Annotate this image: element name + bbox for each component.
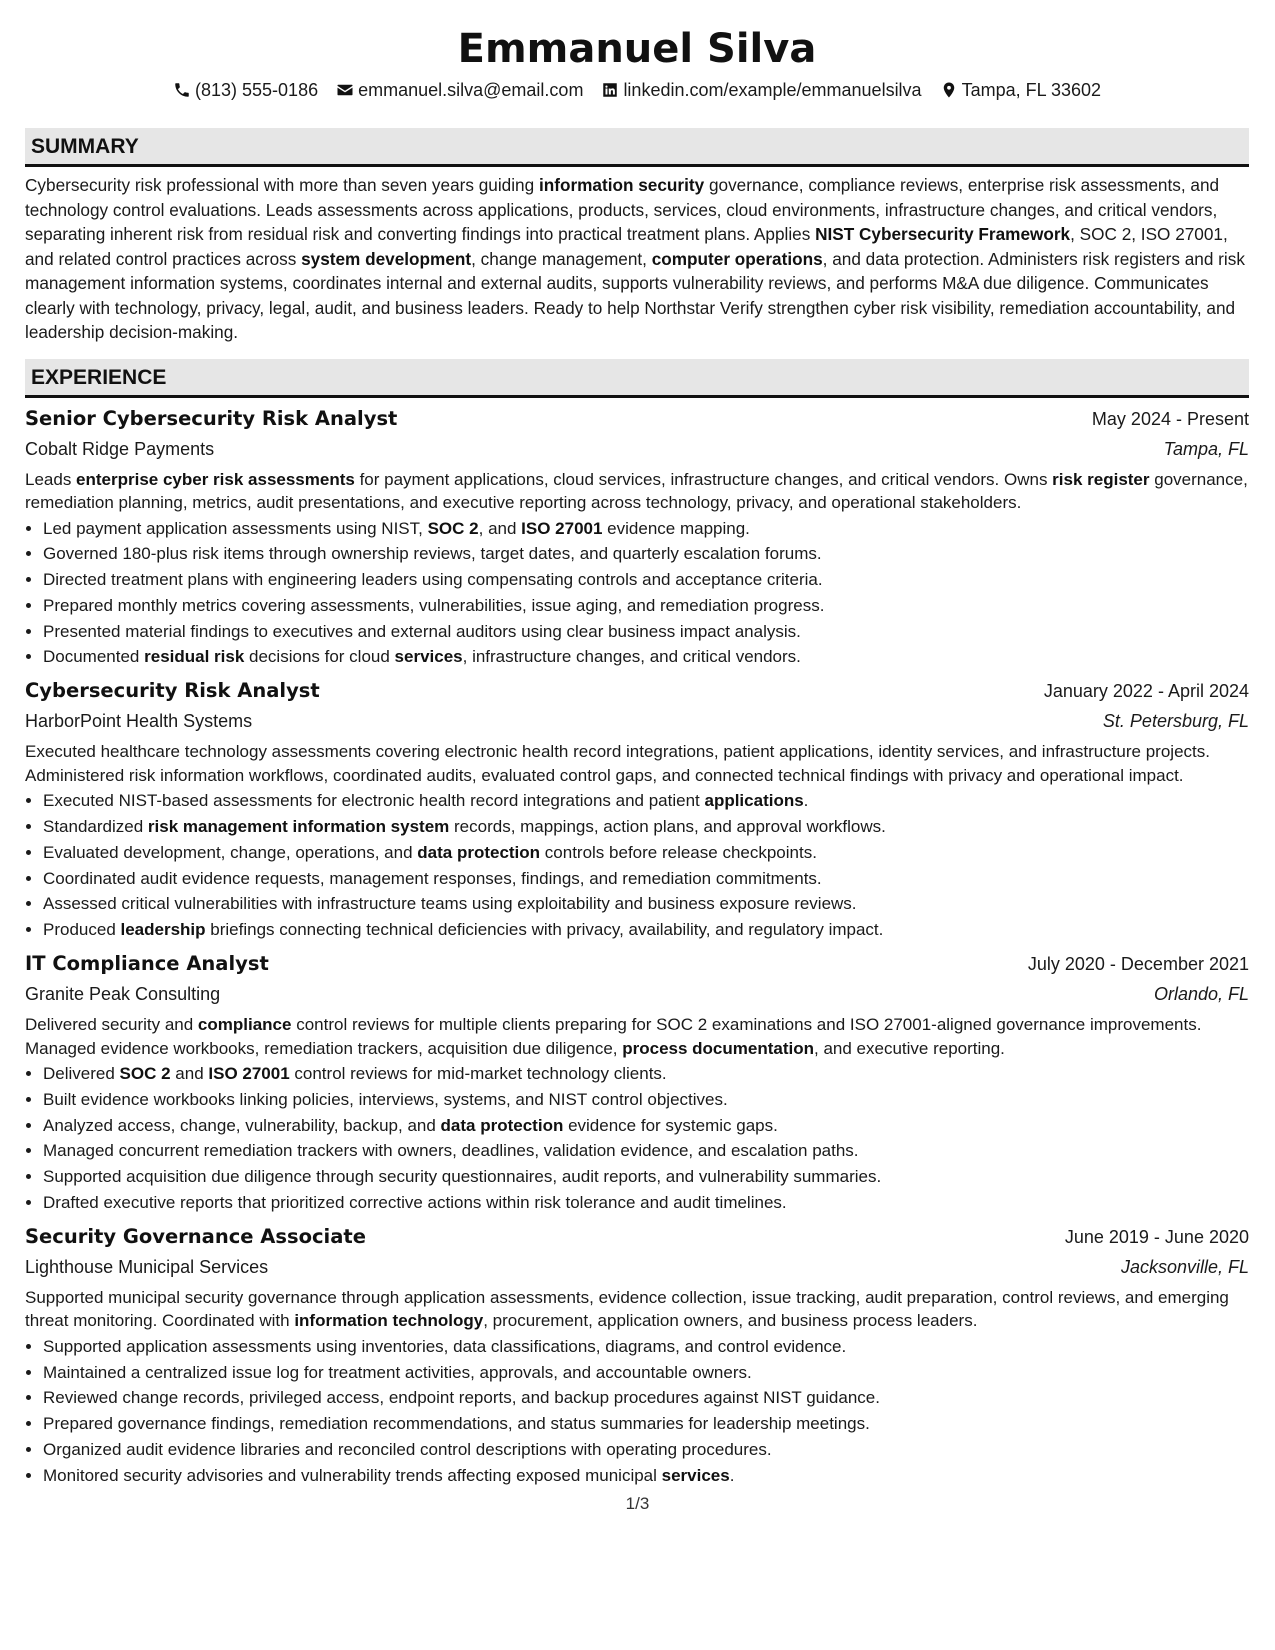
summary-header: SUMMARY <box>25 128 1249 167</box>
bold-text: services <box>394 647 463 667</box>
bullet-item <box>43 593 1249 619</box>
bullet-item <box>43 1360 1249 1386</box>
bullet-item <box>43 567 1249 593</box>
job-location: St. Petersburg, FL <box>1102 711 1249 732</box>
bold-text: data protection <box>417 842 541 862</box>
bullet-item <box>43 619 1249 645</box>
email-text: emmanuel.silva@email.com <box>358 80 584 100</box>
bullet-item <box>43 644 1249 670</box>
text-run: Drafted executive reports that prioritized corrective actions within risk tolerance and audit timelines. <box>43 1193 787 1213</box>
experience-header: EXPERIENCE <box>25 359 1249 398</box>
bullet-item <box>43 1190 1249 1216</box>
bold-text: services <box>661 1465 730 1485</box>
bold-text: ISO 27001 <box>208 1064 290 1084</box>
resume-page <box>25 0 1249 1489</box>
text-run: Prepared governance findings, remediation recommendations, and status summaries for leadership meetings. <box>43 1414 870 1434</box>
bullet-item <box>43 1411 1249 1437</box>
job-title-row <box>25 1222 1249 1252</box>
text-run: Reviewed change records, privileged access, endpoint reports, and backup procedures against NIST guidance. <box>43 1388 880 1408</box>
text-run: Supported application assessments using inventories, data classifications, diagrams, and control evidence. <box>43 1336 847 1356</box>
contact-phone[interactable] <box>173 78 318 102</box>
bold-text: leadership <box>120 920 206 940</box>
bullet-item <box>43 516 1249 542</box>
page-number: 1/3 <box>625 1494 650 1513</box>
bullet-item <box>43 1463 1249 1489</box>
text-run: Delivered <box>43 1064 120 1084</box>
bullet-item <box>43 814 1249 840</box>
text-run: Coordinated audit evidence requests, management responses, findings, and remediation commitments. <box>43 868 822 888</box>
experience-list <box>25 404 1249 1489</box>
job-entry <box>25 949 1249 1216</box>
bold-text: compliance <box>197 1015 292 1035</box>
job-dates: January 2022 - April 2024 <box>1043 681 1249 702</box>
bold-text: SOC 2 <box>427 518 479 538</box>
bold-text: information technology <box>294 1311 484 1331</box>
text-run: Cybersecurity risk professional with more than seven years guiding <box>25 175 539 195</box>
phone-text: (813) 555-0186 <box>195 80 319 100</box>
text-run: Documented <box>43 647 145 667</box>
job-title-row <box>25 404 1249 434</box>
job-dates: July 2020 - December 2021 <box>1027 954 1249 975</box>
text-run: decisions for cloud <box>244 647 395 667</box>
text-run: , procurement, application owners, and business process leaders. <box>483 1311 978 1331</box>
contact-location <box>940 78 1101 102</box>
text-run: Executed healthcare technology assessments covering electronic health record integrations, patient applications, identity services, and infrastructure projects. Administered risk information workflows, coordinated audits, evaluated control gaps, and connected technical findings with privacy and operational impact. <box>25 742 1210 785</box>
text-run: Prepared monthly metrics covering assessments, vulnerabilities, issue aging, and remediation progress. <box>43 595 825 615</box>
bold-text: ISO 27001 <box>521 518 603 538</box>
job-entry <box>25 1222 1249 1489</box>
contact-row <box>25 78 1249 102</box>
bold-text: risk management information system <box>147 817 450 837</box>
text-run: , change management, <box>471 248 652 269</box>
bullet-item <box>43 1061 1249 1087</box>
bold-text: applications <box>704 791 804 811</box>
job-entry <box>25 676 1249 943</box>
job-title-row <box>25 949 1249 979</box>
bullet-item <box>43 541 1249 567</box>
text-run: evidence mapping. <box>602 518 750 538</box>
text-run: , and data protection. Administers risk registers and risk management information systems, coordinates internal and external audits, supports vulnerability reviews, and performs M&A due diligence. Communicates clearly with technology, privacy, legal, audit, and business leaders. Ready to help Northstar Verify strengthen cyber risk visibility, remediation accountability, and leadership decision-making. <box>25 248 1245 342</box>
text-run: control reviews for mid-market technology clients. <box>289 1064 667 1084</box>
job-description <box>25 1286 1249 1333</box>
text-run: Governed 180-plus risk items through ownership reviews, target dates, and quarterly escalation forums. <box>43 544 822 564</box>
text-run: for payment applications, cloud services, infrastructure changes, and critical vendors. Owns <box>354 469 1053 489</box>
text-run: controls before release checkpoints. <box>540 842 817 862</box>
job-bullets <box>25 1334 1249 1489</box>
bold-text: computer operations <box>651 248 823 269</box>
company-name: HarborPoint Health Systems <box>25 711 253 732</box>
job-dates: June 2019 - June 2020 <box>1064 1226 1249 1247</box>
text-run: Delivered security and <box>25 1015 198 1035</box>
company-name: Granite Peak Consulting <box>25 984 221 1005</box>
text-run: Standardized <box>43 817 148 837</box>
linkedin-text: linkedin.com/example/emmanuelsilva <box>623 80 922 100</box>
text-run: control reviews for multiple clients preparing for SOC 2 examinations and ISO 27001-aligned governance improvements. Managed evidence workbooks, remediation trackers, acquisition due diligence, <box>25 1015 1202 1058</box>
text-run: Evaluated development, change, operations, and <box>43 842 418 862</box>
summary-text <box>25 173 1249 345</box>
job-company-row <box>25 434 1249 464</box>
text-run: and <box>170 1064 209 1084</box>
text-run: Supported municipal security governance through application assessments, evidence collection, issue tracking, audit preparation, control reviews, and emerging threat monitoring. Coordinated with <box>25 1287 1229 1331</box>
job-location: Orlando, FL <box>1153 984 1249 1005</box>
job-company-row <box>25 706 1249 736</box>
text-run: Executed NIST-based assessments for electronic health record integrations and patient <box>43 791 705 811</box>
bold-text: SOC 2 <box>119 1064 171 1084</box>
text-run: . <box>729 1465 735 1485</box>
bullet-item <box>43 866 1249 892</box>
text-run: , and executive reporting. <box>814 1038 1005 1058</box>
envelope-icon <box>336 81 354 99</box>
text-run: governance, remediation planning, metrics, audit presentations, and executive reporting across technology, privacy, and operational stakeholders. <box>25 469 1248 512</box>
job-company-row <box>25 979 1249 1009</box>
contact-linkedin[interactable] <box>601 78 921 102</box>
text-run: Maintained a centralized issue log for treatment activities, approvals, and accountable owners. <box>43 1362 752 1382</box>
text-run: Directed treatment plans with engineering leaders using compensating controls and acceptance criteria. <box>43 570 823 590</box>
contact-email[interactable] <box>336 78 583 102</box>
map-pin-icon <box>940 81 958 99</box>
job-location: Jacksonville, FL <box>1120 1256 1249 1277</box>
job-title: Senior Cybersecurity Risk Analyst <box>25 406 398 430</box>
bullet-item <box>43 788 1249 814</box>
bullet-item <box>43 1113 1249 1139</box>
job-description <box>25 740 1249 787</box>
bold-text: information security <box>538 175 705 195</box>
bullet-item <box>43 840 1249 866</box>
phone-icon <box>173 81 191 99</box>
bold-text: process documentation <box>622 1038 814 1058</box>
text-run: Organized audit evidence libraries and reconciled control descriptions with operating procedures. <box>43 1440 772 1460</box>
bold-text: NIST Cybersecurity Framework <box>815 224 1071 244</box>
bold-text: data protection <box>440 1115 564 1135</box>
location-text: Tampa, FL 33602 <box>961 80 1101 100</box>
job-bullets <box>25 788 1249 943</box>
bullet-item <box>43 891 1249 917</box>
job-dates: May 2024 - Present <box>1091 408 1249 429</box>
text-run: Managed concurrent remediation trackers with owners, deadlines, validation evidence, and escalation paths. <box>43 1141 859 1161</box>
bullet-item <box>43 1334 1249 1360</box>
bold-text: risk register <box>1052 469 1150 489</box>
job-title: IT Compliance Analyst <box>25 952 269 976</box>
linkedin-icon <box>601 81 619 99</box>
job-company-row <box>25 1252 1249 1282</box>
job-title-row <box>25 676 1249 706</box>
bullet-item <box>43 1437 1249 1463</box>
text-run: Supported acquisition due diligence through security questionnaires, audit reports, and vulnerability summaries. <box>43 1167 882 1187</box>
bullet-item <box>43 917 1249 943</box>
text-run: Analyzed access, change, vulnerability, backup, and <box>43 1115 441 1135</box>
bold-text: system development <box>301 248 472 269</box>
bullet-item <box>43 1087 1249 1113</box>
text-run: governance, compliance reviews, enterprise risk assessments, and technology control evaluations. Leads assessments across applications, products, services, cloud environments, infrastructure changes, and critical vendors, separating inherent risk from residual risk and converting findings into practical treatment plans. Applies <box>25 175 1220 244</box>
job-entry <box>25 404 1249 671</box>
candidate-name: Emmanuel Silva <box>457 26 817 72</box>
text-run: Built evidence workbooks linking policies, interviews, systems, and NIST control objectives. <box>43 1089 728 1109</box>
text-run: Presented material findings to executives and external auditors using clear business impact analysis. <box>43 621 801 641</box>
bold-text: residual risk <box>144 647 245 667</box>
text-run: . <box>803 791 809 811</box>
job-location: Tampa, FL <box>1163 438 1249 459</box>
job-title: Security Governance Associate <box>25 1224 366 1248</box>
text-run: , SOC 2, ISO 27001, and related control practices across <box>25 224 1228 269</box>
bold-text: enterprise cyber risk assessments <box>76 469 355 489</box>
text-run: Leads <box>25 469 77 489</box>
job-description <box>25 1013 1249 1060</box>
bullet-item <box>43 1385 1249 1411</box>
text-run: Led payment application assessments using NIST, <box>43 518 428 538</box>
job-title: Cybersecurity Risk Analyst <box>25 679 320 703</box>
text-run: evidence for systemic gaps. <box>563 1115 778 1135</box>
text-run: Monitored security advisories and vulnerability trends affecting exposed municipal <box>43 1465 662 1485</box>
job-bullets <box>25 1061 1249 1216</box>
job-description <box>25 468 1249 515</box>
job-bullets <box>25 516 1249 671</box>
company-name: Cobalt Ridge Payments <box>25 438 215 459</box>
text-run: records, mappings, action plans, and approval workflows. <box>449 817 886 837</box>
text-run: , infrastructure changes, and critical vendors. <box>462 647 801 667</box>
text-run: Produced <box>43 920 121 940</box>
text-run: briefings connecting technical deficiencies with privacy, availability, and regulatory impact. <box>205 920 884 940</box>
bullet-item <box>43 1138 1249 1164</box>
text-run: Assessed critical vulnerabilities with infrastructure teams using exploitability and business exposure reviews. <box>43 894 857 914</box>
bullet-item <box>43 1164 1249 1190</box>
text-run: , and <box>478 518 522 538</box>
company-name: Lighthouse Municipal Services <box>25 1256 269 1277</box>
